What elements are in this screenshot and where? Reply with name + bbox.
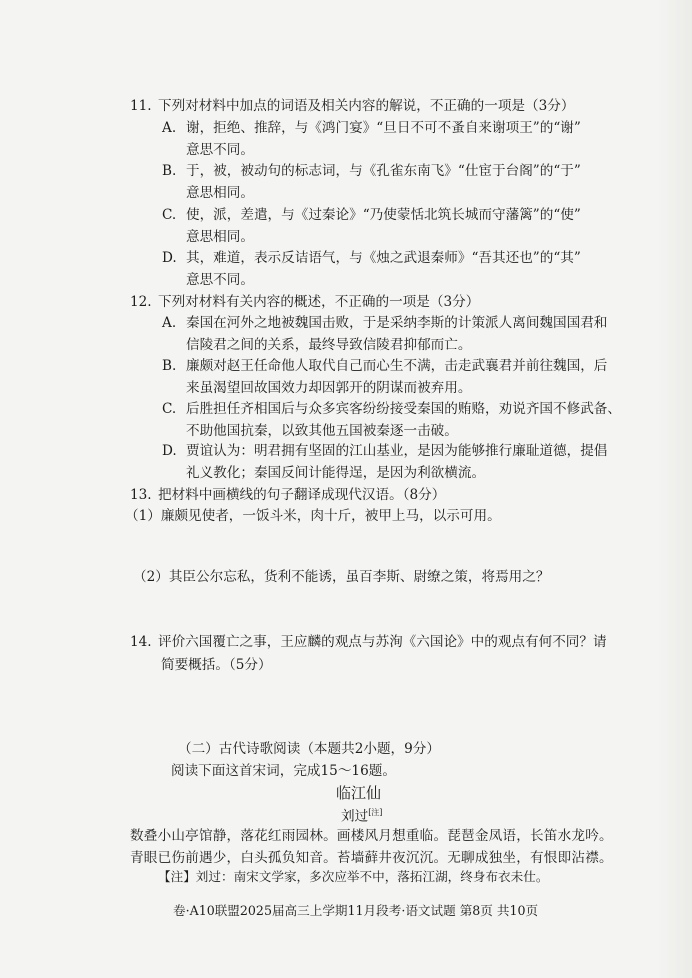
q12-option-b <box>162 356 632 376</box>
option-label: B. <box>162 358 177 374</box>
q11-option-a <box>162 118 632 138</box>
section-intro: 阅读下面这首宋词，完成15～16题。 <box>171 763 396 779</box>
poem-line-1: 数叠小山亭馆静，落花红雨园林。画楼风月想重临。琵琶金凤语，长笛水龙吟。 <box>130 828 613 844</box>
poem-note: 【注】刘过：南宋文学家，多次应举不中，落拓江湖，终身布衣未仕。 <box>158 869 549 884</box>
poem-title: 临江仙 <box>336 784 382 802</box>
question-text: 把材料中画横线的句子翻译成现代汉语。（8分） <box>158 487 446 503</box>
option-text: 使，派，差遣，与《过秦论》“乃使蒙恬北筑长城而守藩篱”的“使” <box>186 207 581 223</box>
q13-sub-2: （2）其臣公尔忘私，货利不能诱，虽百李斯、尉缭之策，将焉用之？ <box>133 569 550 585</box>
poem-line-2: 青眼已伤前遇少，白头孤负知音。苔墙藓井夜沉沉。无聊成独坐，有恨即沾襟。 <box>130 850 613 866</box>
q12-option-a <box>162 313 632 333</box>
q11-option-c <box>162 205 632 225</box>
question-number: 14. <box>130 634 152 650</box>
option-text: 于，被，被动句的标志词，与《孔雀东南飞》“仕宦于台阁”的“于” <box>186 163 581 179</box>
question-11-stem <box>130 96 574 116</box>
q11-option-d-cont: 意思不同。 <box>186 272 254 288</box>
q11-option-a-cont: 意思不同。 <box>186 142 254 158</box>
question-text: 下列对材料有关内容的概述，不正确的一项是（3分） <box>158 294 480 310</box>
q12-option-a-cont: 信陵君之间的关系，最终导致信陵君抑郁而亡。 <box>186 337 472 353</box>
option-text: 其，难道，表示反诘语气，与《烛之武退秦师》“吾其还也”的“其” <box>186 250 581 266</box>
q11-option-d <box>162 248 632 268</box>
option-text: 贾谊认为：明君拥有坚固的江山基业，是因为能够推行廉耻道德，提倡 <box>186 443 608 459</box>
q14-cont: 简要概括。（5分） <box>161 657 272 673</box>
q11-option-b <box>162 161 632 181</box>
q12-option-d-cont: 礼义教化；秦国反间计能得逞，是因为利欲横流。 <box>186 465 486 481</box>
option-label: C. <box>162 207 177 223</box>
option-label: D. <box>162 443 177 459</box>
question-13-stem <box>130 485 445 505</box>
option-label: D. <box>162 250 177 266</box>
option-label: C. <box>162 401 177 417</box>
option-label: B. <box>162 163 177 179</box>
option-label: A. <box>162 120 177 136</box>
poem-author <box>341 803 382 827</box>
question-12-stem <box>130 292 479 312</box>
section-heading: （二）古代诗歌阅读（本题共2小题，9分） <box>178 741 440 757</box>
option-text: 后胜担任齐相国后与众多宾客纷纷接受秦国的贿赂，劝说齐国不修武备、 <box>186 401 621 417</box>
question-number: 11. <box>130 98 152 114</box>
question-text: 评价六国覆亡之事，王应麟的观点与苏洵《六国论》中的观点有何不同？请 <box>158 634 607 650</box>
q12-option-c-cont: 不助他国抗秦，以致其他五国被秦逐一击破。 <box>186 423 458 439</box>
question-14-stem <box>130 632 607 652</box>
q11-option-c-cont: 意思相同。 <box>186 229 254 245</box>
q13-sub-1: （1）廉颇见使者，一饭斗米，肉十斤，被甲上马，以示可用。 <box>125 508 501 524</box>
option-label: A. <box>162 315 177 331</box>
question-text: 下列对材料中加点的词语及相关内容的解说，不正确的一项是（3分） <box>158 98 575 114</box>
page-edge-shadow <box>656 0 692 978</box>
q11-option-b-cont: 意思相同。 <box>186 185 254 201</box>
author-name: 刘过 <box>341 808 369 825</box>
q12-option-c <box>162 399 632 419</box>
question-number: 12. <box>130 294 152 310</box>
q12-option-b-cont: 来虽渴望回故国效力却因郭开的阴谋而被弃用。 <box>186 380 472 396</box>
q12-option-d <box>162 441 632 461</box>
option-text: 廉颇对赵王任命他人取代自己而心生不满，击走武襄君并前往魏国，后 <box>186 358 608 374</box>
page-footer: 卷·A10联盟2025届高三上学期11月段考·语文试题 第8页 共10页 <box>173 903 539 918</box>
question-number: 13. <box>130 487 152 503</box>
option-text: 谢，拒绝、推辞，与《鸿门宴》“旦日不可不蚤自来谢项王”的“谢” <box>186 120 581 136</box>
note-marker: [注] <box>368 808 383 817</box>
option-text: 秦国在河外之地被魏国击败，于是采纳李斯的计策派人离间魏国国君和 <box>186 315 608 331</box>
